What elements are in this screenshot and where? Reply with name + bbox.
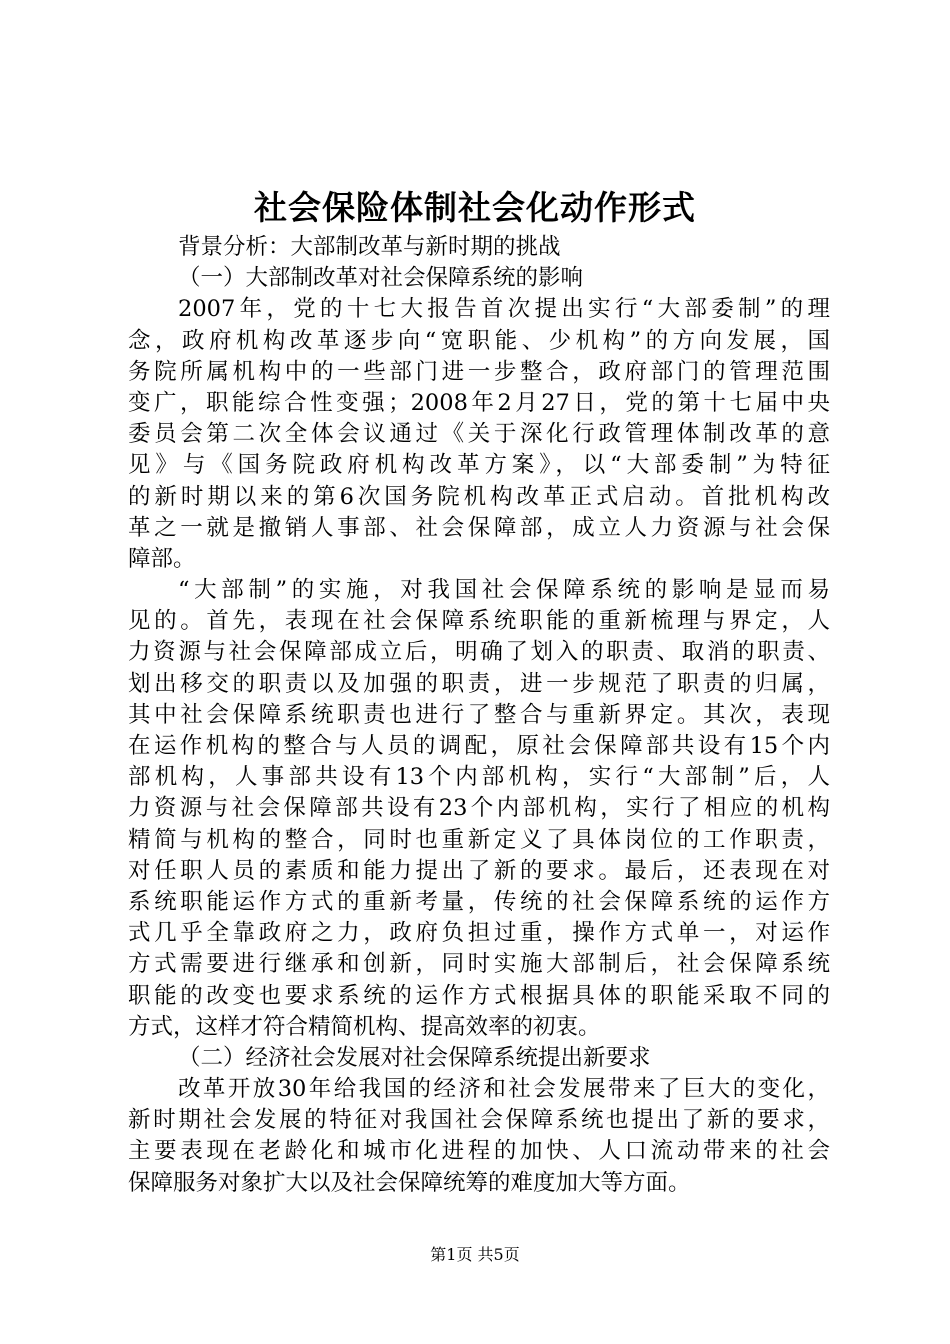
paragraph-line: 职能的改变也要求系统的运作方式根据具体的职能采取不同的: [128, 982, 830, 1009]
paragraph-line: 精简与机构的整合，同时也重新定义了具体岗位的工作职责，: [128, 826, 830, 853]
paragraph-line: 式几乎全靠政府之力，政府负担过重，操作方式单一，对运作: [128, 920, 830, 947]
page-footer: 第1页 共5页: [430, 1245, 520, 1264]
paragraph-line: 见的。首先，表现在社会保障系统职能的重新梳理与界定，人: [128, 608, 830, 635]
section-heading: （一）大部制改革对社会保障系统的影响: [178, 265, 584, 292]
paragraph-line: 系统职能运作方式的重新考量，传统的社会保障系统的运作方: [128, 888, 830, 915]
section-heading: 背景分析：大部制改革与新时期的挑战: [178, 234, 561, 260]
paragraph-line: 保障服务对象扩大以及社会保障统筹的难度加大等方面。: [128, 1169, 691, 1196]
paragraph-line: 见》与《国务院政府机构改革方案》，以“大部委制”为特征: [128, 452, 830, 479]
paragraph-line: 方式需要进行继承和创新，同时实施大部制后，社会保障系统: [128, 951, 830, 978]
section-heading: （二）经济社会发展对社会保障系统提出新要求: [178, 1044, 651, 1071]
document-body: [128, 232, 830, 1199]
paragraph-line: 委员会第二次全体会议通过《关于深化行政管理体制改革的意: [128, 421, 830, 448]
paragraph-line: 对任职人员的素质和能力提出了新的要求。最后，还表现在对: [128, 857, 830, 884]
paragraph-line: 主要表现在老龄化和城市化进程的加快、人口流动带来的社会: [128, 1138, 830, 1165]
paragraph-line: 新时期社会发展的特征对我国社会保障系统也提出了新的要求，: [128, 1107, 830, 1134]
paragraph-line: 在运作机构的整合与人员的调配，原社会保障部共设有15个内: [128, 733, 830, 759]
paragraph-line: 划出移交的职责以及加强的职责，进一步规范了职责的归属，: [128, 670, 830, 697]
document-title: 社会保险体制社会化动作形式: [254, 188, 696, 227]
paragraph-line: 务院所属机构中的一些部门进一步整合，政府部门的管理范围: [128, 358, 830, 385]
paragraph-line: 其中社会保障系统职责也进行了整合与重新界定。其次，表现: [128, 701, 830, 728]
paragraph-line: 力资源与社会保障部共设有23个内部机构，实行了相应的机构: [128, 795, 830, 822]
paragraph-line: 力资源与社会保障部成立后，明确了划入的职责、取消的职责、: [128, 639, 830, 666]
paragraph-line: 部机构，人事部共设有13个内部机构，实行“大部制”后，人: [128, 764, 830, 791]
paragraph-line: 2007年，党的十七大报告首次提出实行“大部委制”的理: [178, 296, 830, 323]
paragraph-line: 的新时期以来的第6次国务院机构改革正式启动。首批机构改: [128, 483, 830, 510]
paragraph-line: 革之一就是撤销人事部、社会保障部，成立人力资源与社会保: [128, 514, 830, 541]
paragraph-line: 变广，职能综合性变强；2008年2月27日，党的第十七届中央: [128, 389, 830, 416]
paragraph-line: 改革开放30年给我国的经济和社会发展带来了巨大的变化，: [178, 1076, 830, 1103]
paragraph-line: “大部制”的实施，对我国社会保障系统的影响是显而易: [178, 577, 830, 604]
paragraph-line: 障部。: [128, 545, 196, 572]
paragraph-line: 方式，这样才符合精简机构、提高效率的初衷。: [128, 1013, 601, 1040]
paragraph-line: 念，政府机构改革逐步向“宽职能、少机构”的方向发展，国: [128, 327, 830, 354]
